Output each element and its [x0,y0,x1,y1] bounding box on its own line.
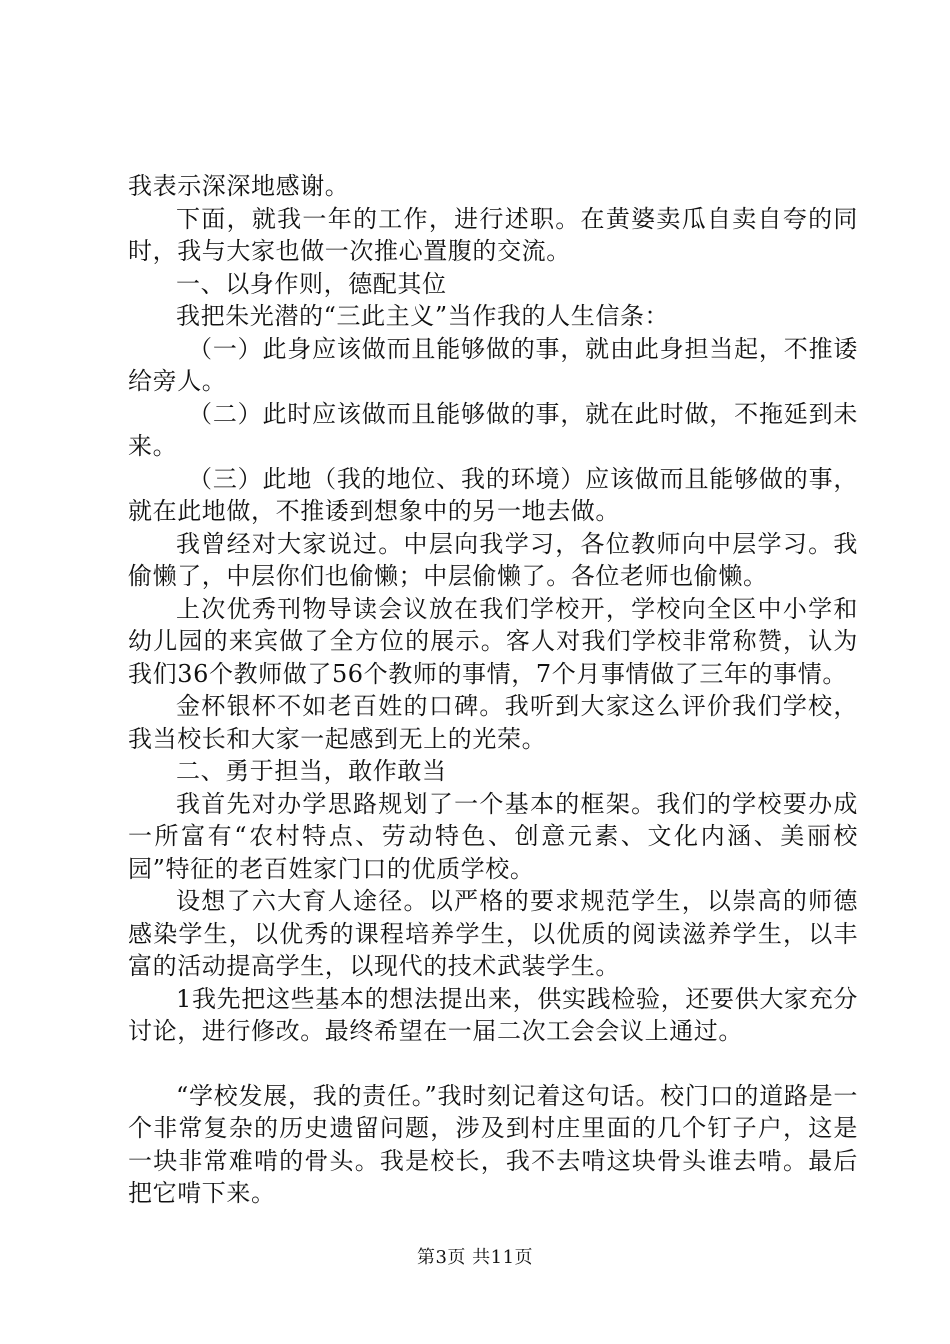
paragraph-proposal: 1我先把这些基本的想法提出来，供实践检验，还要供大家充分讨论，进行修改。最终希望在一届二次工会会议上通过。 [128,984,858,1045]
paragraph-reading-meeting: 上次优秀刊物导读会议放在我们学校开，学校向全区中小学和幼儿园的来宾做了全方位的展示。客人对我们学校非常称赞，认为我们36个教师做了56个教师的事情，7个月事情做了三年的事情。 [128,594,858,688]
paragraph-gap [128,1048,858,1080]
list-item-2: （二）此时应该做而且能够做的事，就在此时做，不拖延到未来。 [128,399,858,460]
section-heading-2: 二、勇于担当，敢作敢当 [176,757,447,785]
paragraph-responsibility: “学校发展，我的责任。”我时刻记着这句话。校门口的道路是一个非常复杂的历史遗留问题，涉及到村庄里面的几个钉子户，这是一块非常难啃的骨头。我是校长，我不去啃这块骨头谁去啃。最后把它啃下来。 [128,1081,858,1207]
paragraph-creed: 我把朱光潜的“三此主义”当作我的人生信条： [176,302,670,330]
paragraph-intro: 下面，就我一年的工作，进行述职。在黄婆卖瓜自卖自夸的同时，我与大家也做一次推心置腹的交流。 [128,204,858,265]
page-number-footer: 第3页 共11页 [416,1247,534,1268]
paragraph-six-paths: 设想了六大育人途径。以严格的要求规范学生，以崇高的师德感染学生，以优秀的课程培养学生，以优质的阅读滋养学生，以丰富的活动提高学生，以现代的技术武装学生。 [128,887,858,980]
list-item-1: （一）此身应该做而且能够做的事，就由此身担当起，不推诿给旁人。 [128,334,858,395]
list-item-3: （三）此地（我的地位、我的环境）应该做而且能够做的事，就在此地做，不推诿到想象中的另一地去做。 [128,464,858,525]
paragraph-framework: 我首先对办学思路规划了一个基本的框架。我们的学校要办成一所富有“农村特点、劳动特色、创意元素、文化内涵、美丽校园”特征的老百姓家门口的优质学校。 [128,789,858,883]
document-body [128,170,858,1210]
paragraph-thanks: 我表示深深地感谢。 [128,172,350,200]
section-heading-1: 一、以身作则，德配其位 [176,269,447,298]
paragraph-reputation: 金杯银杯不如老百姓的口碑。我听到大家这么评价我们学校，我当校长和大家一起感到无上的光荣。 [128,692,858,753]
paragraph-middle-managers: 我曾经对大家说过。中层向我学习，各位教师向中层学习。我偷懒了，中层你们也偷懒；中层偷懒了。各位老师也偷懒。 [128,529,858,590]
